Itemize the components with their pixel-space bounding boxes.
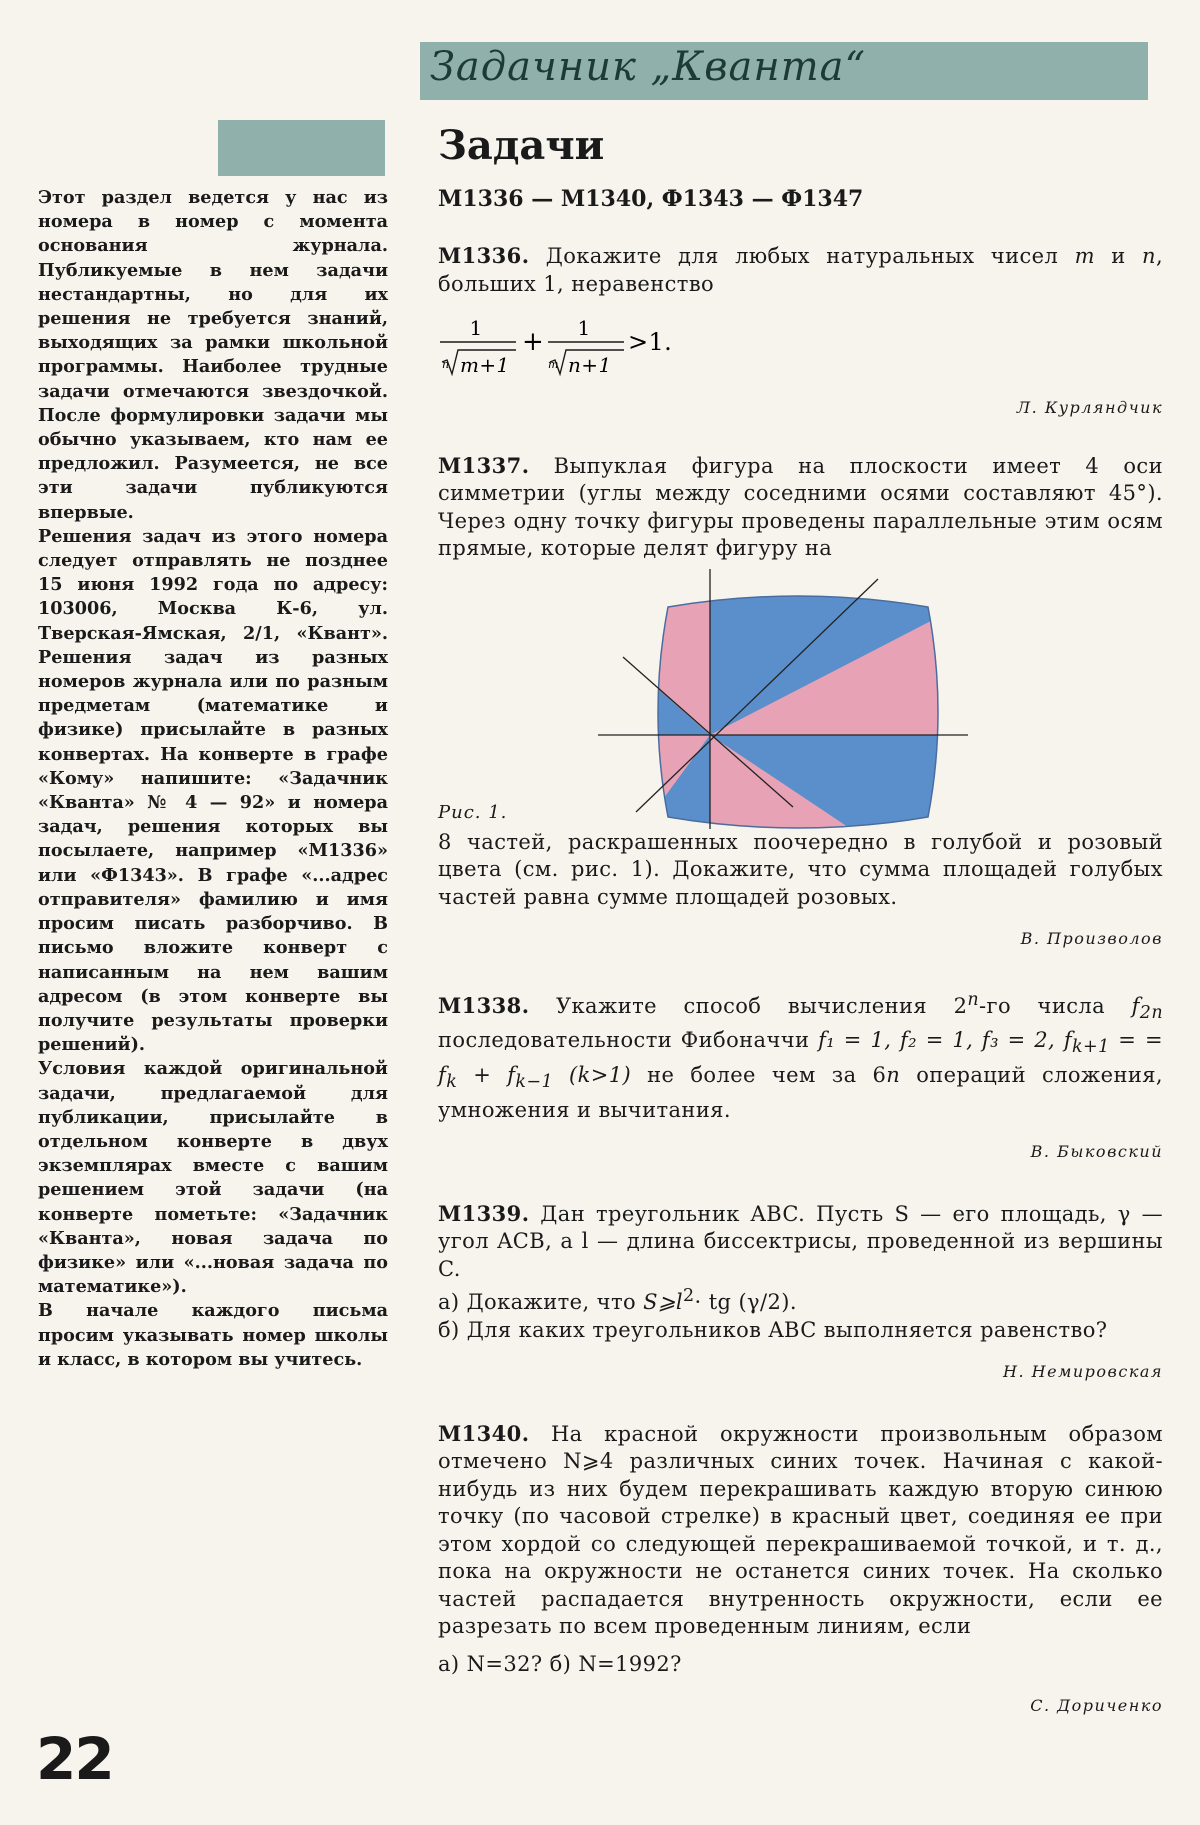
subscript: k+1 [1072, 1037, 1110, 1058]
formula-text: f₁ = 1, f₂ = 1, f₃ = 2, f [818, 1028, 1072, 1053]
symmetry-figure [438, 567, 1163, 829]
subscript: k−1 [515, 1072, 554, 1093]
author: В. Быковский [1030, 1142, 1163, 1162]
problem-text: Дан треугольник ABC. Пусть S — его площадь, γ — угол ACB, а l — длина биссектрисы, проведенной из вершины C. [438, 1201, 1163, 1281]
main-column [438, 120, 1163, 1720]
variable: n [1142, 244, 1156, 268]
problem-text: не более чем за 6 [631, 1062, 887, 1087]
superscript: n [967, 989, 980, 1010]
radicand-2: n+1 [568, 353, 612, 377]
problem-text: операций сложения, умножения и вычитания. [438, 1062, 1163, 1122]
author: Н. Немировская [1003, 1362, 1163, 1382]
problem-text: Выпуклая фигура на плоскости имеет 4 оси симметрии (углы между соседними осями составляют 45°). Через одну точку фигуры проведены параллельные этим осям прямые, которые делят фигуру на [438, 453, 1163, 560]
problem-text: Укажите способ вычисления 2 [555, 993, 968, 1018]
problem-text: Докажите для любых натуральных чисел [545, 244, 1059, 268]
figure-caption: Рис. 1. [438, 802, 508, 823]
variable: f [1131, 993, 1140, 1018]
author: Л. Курляндчик [1016, 398, 1163, 417]
sidebar-paragraph: В начале каждого письма просим указывать номер школы и класс, в котором вы учитесь. [38, 1300, 388, 1370]
problem-m1337 [438, 452, 1163, 953]
sidebar-paragraph: Этот раздел ведется у нас из номера в номер с момента основания журнала. Публикуемые в нем задачи нестандартны, но для их решения не требуется знаний, выходящих за рамки школьной программы. Наиболее трудные задачи отмечаются звездочкой. После формулировки задачи мы обычно указываем, кто нам ее предложил. Разумеется, не все эти задачи публикуются впервые. [38, 187, 388, 523]
author: В. Произволов [1020, 929, 1163, 948]
formula-text: · tg (γ/2). [694, 1290, 797, 1315]
problem-items: а) N=32? б) N=1992? [438, 1651, 682, 1676]
problem-m1339 [438, 1200, 1163, 1386]
problem-number: М1339. [438, 1200, 530, 1226]
plus-sign: + [522, 327, 545, 357]
page-title: Задачи [438, 122, 605, 169]
problem-text: последовательности Фибоначчи [438, 1028, 819, 1053]
author: С. Дориченко [1030, 1696, 1163, 1716]
problem-number: М1340. [438, 1420, 530, 1446]
problem-item-b: б) Для каких треугольников ABC выполняется равенство? [438, 1317, 1108, 1342]
formula-text: + f [457, 1062, 516, 1087]
sidebar-color-block [218, 120, 385, 176]
sidebar-paragraph: Условия каждой оригинальной задачи, предлагаемой для публикации, присылайте в отдельном конверте в двух экземплярах вместе с вашим решением этой задачи (на конверте пометьте: «Задачник «Кванта», новая задача по физике» или «...новая задача по математике»). [38, 1058, 388, 1298]
problem-text: 8 частей, раскрашенных поочередно в голубой и розовый цвета (см. рис. 1). Докажите, что сумма площадей голубых частей равна сумме площадей розовых. [438, 829, 1163, 909]
problem-number: М1338. [438, 992, 530, 1018]
superscript: 2 [683, 1286, 695, 1307]
subscript: 2n [1139, 1002, 1163, 1023]
banner-script-title: Задачник „Кванта“ [430, 44, 866, 90]
problem-text: На красной окружности произвольным образом отмечено N⩾4 различных синих точек. Начиная с какой-нибудь из них будем перекрашивать каждую вторую синюю точку (по часовой стрелке) в красный цвет, соединяя ее при этом хордой со следующей перекрашиваемой точкой, и т. д., пока на окружности не останется синих точек. На сколько частей распадается внутренность окружности, если ее разрезать по всем проведенным линиям, если [438, 1421, 1164, 1639]
formula-text: (k>1) [553, 1062, 632, 1087]
page-number: 22 [36, 1725, 113, 1793]
problem-text: -го числа [979, 993, 1132, 1018]
problem-number: М1337. [438, 452, 530, 478]
problem-item-a [438, 1283, 1163, 1317]
variable: n [886, 1062, 901, 1087]
root-index-1: n [442, 358, 450, 371]
radicand-1: m+1 [460, 353, 510, 377]
problem-text: и [1111, 244, 1126, 268]
formula-text: = = f [438, 1028, 1163, 1087]
inequality-formula [438, 310, 698, 380]
numerator-2: 1 [577, 316, 591, 340]
problem-number: М1336. [438, 243, 530, 268]
problem-m1336 [438, 242, 1163, 422]
figure-1 [438, 567, 1163, 829]
problem-m1338 [438, 987, 1163, 1166]
formula-text: S⩾l [643, 1290, 683, 1315]
problem-text: , больших 1, неравенство [438, 244, 1164, 296]
variable: m [1074, 244, 1095, 268]
greater-than-one: >1. [628, 328, 673, 356]
problem-m1340 [438, 1420, 1163, 1720]
problem-range: М1336 — М1340, Ф1343 — Ф1347 [438, 186, 864, 212]
sidebar-info [38, 186, 388, 1372]
root-index-2: m [548, 358, 559, 371]
problem-text: а) Докажите, что [438, 1290, 644, 1315]
numerator-1: 1 [469, 316, 483, 340]
section-banner [420, 42, 1148, 100]
sidebar-paragraph: Решения задач из этого номера следует отправлять не позднее 15 июня 1992 года по адресу: 103006, Москва К-6, ул. Тверская-Ямская, 2/1, «Квант». Решения задач из разных номеров журнала или по разным предметам (математике и физике) присылайте в разных конвертах. На конверте в графе «Кому» напишите: «Задачник «Кванта» № 4 — 92» и номера задач, решения которых вы посылаете, например «М1336» или «Ф1343». В графе «...адрес отправителя» фамилию и имя просим писать разборчиво. В письмо вложите конверт с написанным на нем вашим адресом (в этом конверте вы получите результаты проверки решений). [38, 525, 388, 1056]
subscript: k [446, 1072, 458, 1093]
